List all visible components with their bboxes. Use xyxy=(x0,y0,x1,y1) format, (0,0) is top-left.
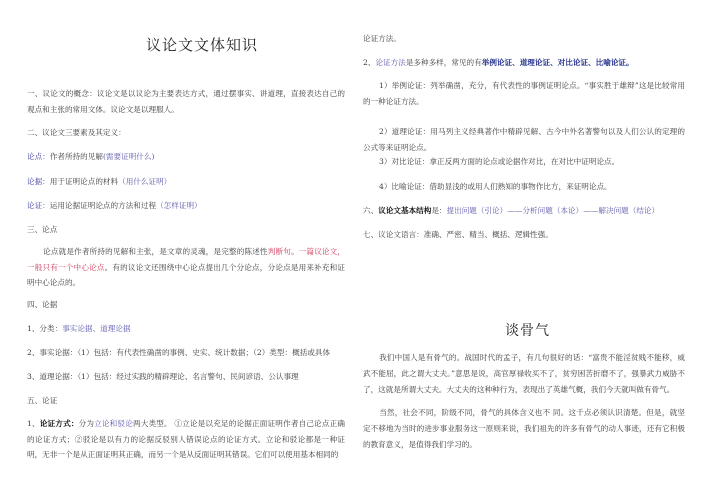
section-4-item-3: 3、道理论据：（1）包括：经过实践的精辟理论、名言警句、民间谚语、公认事理 xyxy=(27,372,299,381)
s5-item1-highlight: 立论和驳论 xyxy=(94,419,133,428)
s3-text-a: 论点就是作者所持的见解和主张，是文章的灵魂，是完整的陈述性 xyxy=(43,247,268,256)
section-5-heading: 五、论证 xyxy=(27,396,58,405)
document-title: 议论文文体知识 xyxy=(146,36,259,54)
definition-lundian xyxy=(27,150,154,164)
s6-structure-flow: 提出问题（引论）——分析问题（本论）——解决问题（结论） xyxy=(446,206,660,215)
section-4-item-2: 2、事实论据：（1）包括：有代表性确凿的事例、史实、统计数据；（2）类型：概括或具体 xyxy=(27,348,331,357)
s6-num: 六、 xyxy=(363,206,379,215)
method-list-intro xyxy=(363,56,634,70)
s4-item1-label: 1、分类： xyxy=(27,324,63,333)
lundian-text: 作者所持的见解 xyxy=(49,152,103,161)
s3-highlight-panduanju: 判断句 xyxy=(267,247,291,256)
section-1-concept: 一、议论文的概念：议论文是以议论为主要表达方式，通过摆事实、讲道理，直接表达自己的观点和主张的常用文体。议论文是以理服人。 xyxy=(27,89,345,114)
essay-title: 谈骨气 xyxy=(505,323,550,339)
section-7-language: 七、议论文语言：准确、严密、精当、概括、逻辑性强。 xyxy=(363,230,553,239)
section-3-paragraph xyxy=(27,244,345,291)
item2-num: 2、 xyxy=(363,58,376,67)
method-2-text: 2）道理论证：用马列主义经典著作中精辟见解、古今中外名著警句以及人们公认的定理的公式等来证明论点。 xyxy=(363,127,685,152)
definition-lunju xyxy=(27,175,171,189)
section-5-item-1 xyxy=(27,416,345,463)
definition-lunzheng xyxy=(27,199,202,213)
section-2-heading: 二、议论文三要素及其定义： xyxy=(27,128,126,137)
s5-item1-label: 论证方式： xyxy=(39,419,79,428)
s6-text: 是： xyxy=(431,206,447,215)
s3-text-c: 。有的议论文还围绕中心论点提出几个分论点，分论点是用来补充和证明中心论点的。 xyxy=(27,262,346,287)
s4-item1-value: 事实论据、道理论据 xyxy=(62,324,131,333)
lundian-note: (需要证明什么) xyxy=(102,152,155,161)
lunju-note: （用什么证明） xyxy=(118,177,172,186)
essay-paragraph-2 xyxy=(363,405,685,453)
section-4-item-1 xyxy=(27,322,131,336)
item2-highlight: 论证方法 xyxy=(375,58,406,67)
lunju-label: 论据： xyxy=(27,177,50,186)
s3-text-b: 。 xyxy=(290,247,299,256)
s3-highlight-central-thesis: 一篇议论文，一般只有一个中心论点 xyxy=(27,247,346,272)
method-2-reasoning xyxy=(363,124,685,155)
section-3-heading: 三、论点 xyxy=(27,225,58,234)
lunzheng-text: 运用论据证明论点的方法和过程 xyxy=(49,201,157,210)
lundian-label: 论点： xyxy=(27,152,50,161)
method-1-text: 1）举例论证：列举确凿，充分，有代表性的事例证明论点。“事实胜于雄辩”这是比较常用的一种论证方法。 xyxy=(363,81,685,106)
s6-bold-label: 议论文基本结构 xyxy=(378,206,432,215)
essay-p2-text: 当然，社会不同，阶级不同，骨气的具体含义也不 同。这千点必须认识清楚。但是，就坚定不移地为当时的进步事业服务这一原则来说，我们祖先的许多有骨气的动人事迹，还有它积极的教育意义，是值得我们学习的。 xyxy=(363,408,685,449)
right-page xyxy=(354,0,707,500)
method-1-example xyxy=(363,78,685,109)
s5-item1-text-a: 分为 xyxy=(78,419,95,428)
s5-item1-text-b: 两大类型。 ①立论是以充足的论据正面证明作者自己论点正确的论证方式；②驳论是以有力的论据反驳别人错误论点的论证方式。立论和驳论都是一种证明，无非一个是从正面证明其正确，而另一个是从反面证明其错误。它们可以使用基本相同的 xyxy=(27,419,346,459)
lunzheng-note: （怎样证明） xyxy=(156,201,202,210)
method-3-contrast: 3）对比论证：拿正反两方面的论点或论据作对比，在对比中证明论点。 xyxy=(379,157,620,166)
essay-p1-text: 我们中国人是有骨气的。战国时代的孟子，有几句很好的话：“富贵不能淫贫贱不能移，威武不能屈，此之谓大丈夫。”意思是说，高官厚禄收买不了，贫穷困苦折磨不了，强暴武力威胁不了，这就是所谓大丈夫。大丈夫的这种种行为，表现出了英雄气概，我们今天就叫做有骨气。 xyxy=(363,353,685,394)
item2-text: 是多种多样，常见的有 xyxy=(405,58,482,67)
continued-text: 论证方法。 xyxy=(363,34,401,43)
section-4-heading: 四、论据 xyxy=(27,300,58,309)
s5-item1-num: 1、 xyxy=(27,419,40,428)
essay-paragraph-1 xyxy=(363,350,685,398)
lunzheng-label: 论证： xyxy=(27,201,50,210)
lunju-text: 用于证明论点的材料 xyxy=(49,177,119,186)
section-6-structure xyxy=(363,204,659,218)
method-4-analogy: 4）比喻论证：借助显浅的或用人们熟知的事物作比方，来证明论点。 xyxy=(379,182,612,191)
item2-method-list: 举例论证、道理论证、对比论证、比喻论证。 xyxy=(481,58,634,67)
